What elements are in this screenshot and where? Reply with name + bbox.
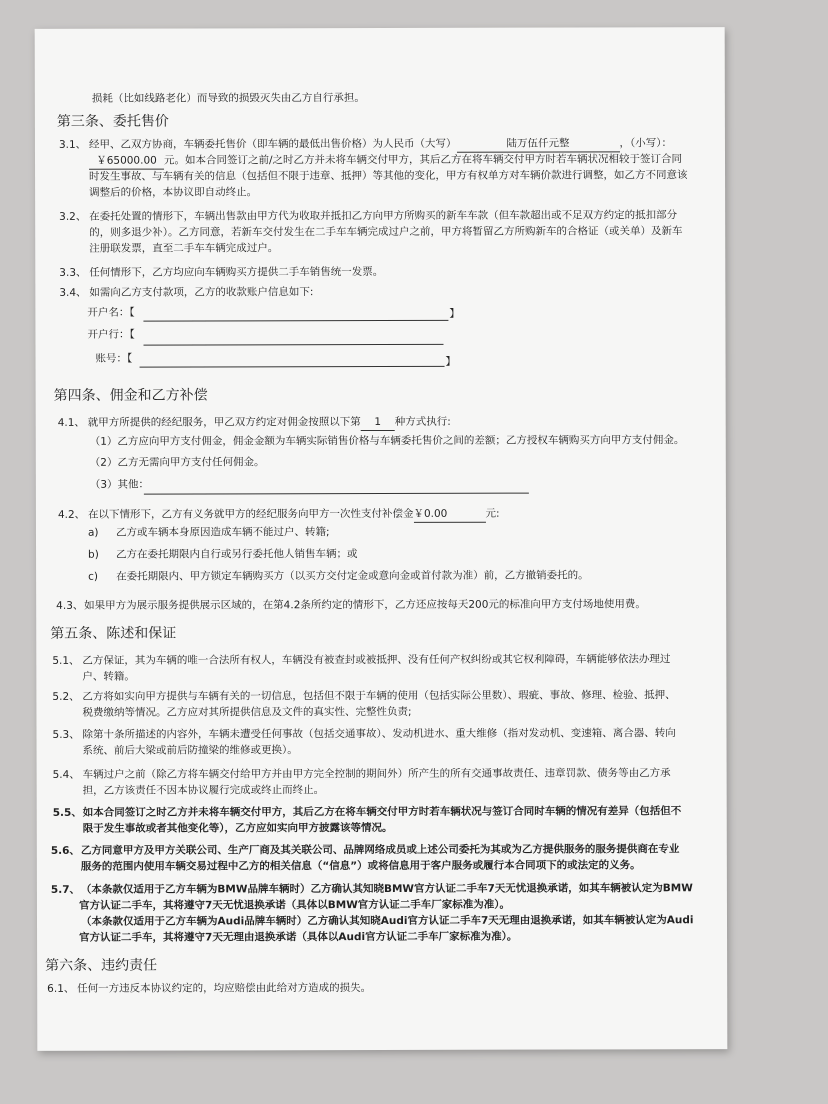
clause-number: 4.1、	[57, 416, 85, 429]
option-text: （3）其他：	[89, 478, 150, 491]
clause-text: 车辆过户之前（除乙方将车辆交付给甲方并由甲方完全控制的期间外）所产生的所有交通事故责任、违章罚款、债务等由乙方承	[82, 767, 671, 781]
clause-text-part: 在以下情形下，乙方有义务就甲方的经纪服务向甲方一次性支付补偿金	[87, 507, 414, 521]
clause-text-part: 种方式执行:	[394, 415, 451, 428]
clause-text: 注册联发票，直至二手车车辆完成过户。	[89, 242, 279, 255]
commission-option-field: 1	[361, 414, 395, 431]
clause-number: 3.3、	[59, 266, 87, 279]
account-number-blank	[140, 366, 445, 368]
clause-number: 6.1、	[47, 982, 75, 995]
clause-text: 任何情形下，乙方均应向车辆购买方提供二手车销售统一发票。	[89, 265, 384, 279]
clause-text: 乙方保证，其为车辆的唯一合法所有权人，车辆没有被查封或被抵押、没有任何产权纠纷或其它权利障碍，车辆能够依法办理过	[82, 653, 671, 667]
clause-number: 4.2、	[57, 508, 86, 521]
account-bank-label: 开户行：【	[87, 328, 135, 341]
clause-number: 5.7、	[50, 883, 81, 896]
account-number-label: 账号：【	[95, 352, 133, 365]
clause-text-part: 就甲方所提供的经纪服务，甲乙双方约定对佣金按照以下第	[87, 416, 361, 429]
section-heading-6: 第六条、违约责任	[45, 957, 158, 974]
item-label: b)	[88, 548, 99, 561]
clause-number: 5.6、	[50, 844, 80, 857]
clause-text: 时发生事故、与车辆有关的信息（包括但不限于违章、抵押）等其他的变化，甲方有权单方对车辆价款进行调整，如乙方不同意该	[89, 169, 688, 183]
clause-number: 5.1、	[52, 654, 80, 667]
bracket: 】	[449, 307, 460, 320]
clause-text: 任何一方违反本协议约定的，均应赔偿由此给对方造成的损失。	[77, 982, 372, 995]
clause-text: 如需向乙方支付款项，乙方的收款账户信息如下:	[89, 286, 314, 299]
contract-page	[35, 27, 728, 1051]
section-heading-4: 第四条、佣金和乙方补偿	[53, 387, 208, 404]
item-label: a)	[87, 526, 99, 539]
clause-text-part: ，（小写）：	[619, 137, 672, 150]
clause-text-part: 元。如本合同签订之前/之时乙方并未将车辆交付甲方，其后乙方在将车辆交付甲方时若车辆状况相较于签订合同	[163, 153, 683, 167]
account-name-blank	[143, 320, 448, 322]
account-bank-blank	[143, 344, 443, 346]
clause-text: （本条款仅适用于乙方车辆为BMW品牌车辆时）乙方确认其知晓BMW官方认证二手车7天无忧退换承诺，如其车辆被认定为BMW	[80, 882, 693, 896]
clause-number: 3.1、	[58, 138, 87, 151]
price-amount-field: ￥65000.00	[89, 153, 164, 170]
clause-text: 担，乙方该责任不因本协议履行完成或终止而终止。	[82, 784, 325, 797]
clause-text: 的，则多退少补）。乙方同意，若新车交付发生在二手车车辆完成过户之前，甲方将暂留乙方所购新车的合格证（或关单）及新车	[89, 225, 683, 239]
clause-text: 限于发生事故或者其他变化等），乙方应如实向甲方披露该等情况。	[82, 821, 393, 835]
option-text: （1）乙方应向甲方支付佣金，佣金金额为车辆实际销售价格与车辆委托售价之间的差额；乙方授权车辆购买方向甲方支付佣金。	[89, 434, 685, 448]
clause-number: 5.2、	[52, 690, 80, 703]
clause-text-part: 经甲、乙双方协商，车辆委托售价（即车辆的最低出售价格）为人民币（大写）	[88, 137, 457, 151]
clause-text: 乙方同意甲方及甲方关联公司、生产厂商及其关联公司、品牌网络成员或上述公司委托为其或为乙方提供服务的服务提供商在专业	[80, 843, 680, 857]
clause-text: 除第十条所描述的内容外，车辆未遭受任何事故（包括交通事故）、发动机进水、重大维修（指对发动机、变速箱、离合器、转向	[82, 727, 676, 741]
other-blank	[144, 493, 529, 495]
bracket: 】	[445, 355, 457, 368]
clause-text: 税费缴纳等情况。乙方应对其所提供信息及文件的真实性、完整性负责;	[82, 705, 412, 719]
clause-text: （本条款仅适用于乙方车辆为Audi品牌车辆时）乙方确认其知晓Audi官方认证二手车7天无理由退换承诺，如其车辆被认定为Audi	[80, 914, 694, 928]
clause-number: 4.3、	[56, 599, 84, 612]
clause-number: 5.4、	[52, 768, 80, 781]
price-uppercase-field: 陆万伍仟元整	[456, 135, 619, 152]
clause-text: 如本合同签订之时乙方并未将车辆交付甲方，其后乙方在将车辆交付甲方时若车辆状况与签订合同时车辆的情况有差异（包括但不	[82, 805, 682, 819]
item-text: 乙方在委托期限内自行或另行委托他人销售车辆；或	[116, 548, 358, 561]
account-name-label: 开户名：【	[87, 306, 135, 319]
clause-text: 在委托处置的情形下，车辆出售款由甲方代为收取并抵扣乙方向甲方所购买的新车车款（但车款超出或不足双方约定的抵扣部分	[89, 209, 678, 223]
item-text: 乙方或车辆本身原因造成车辆不能过户、转籍;	[115, 526, 330, 539]
clause-text-part: 元:	[485, 507, 500, 520]
clause-text: 户、转籍。	[82, 670, 135, 683]
clause-text: 官方认证二手车，其将遵守7天无忧退换承诺（具体以BMW官方认证二手车厂家标准为准）。	[78, 898, 511, 912]
clause-text: 系统、前后大梁或前后防撞梁的维修或更换）。	[82, 744, 298, 757]
clause-text: 服务的范围内使用车辆交易过程中乙方的相关信息（“信息”）或将信息用于客户服务或履行本合同项下的或法定的义务。	[80, 859, 641, 873]
clause-number: 5.3、	[52, 728, 80, 741]
paragraph: 损耗（比如线路老化）而导致的损毁灭失由乙方自行承担。	[91, 92, 365, 105]
section-heading-5: 第五条、陈述和保证	[50, 625, 177, 642]
option-text: （2）乙方无需向甲方支付任何佣金。	[89, 456, 265, 469]
clause-number: 3.2、	[59, 210, 87, 223]
item-label: c)	[88, 570, 98, 583]
compensation-amount-field: ￥0.00	[413, 506, 485, 523]
item-text: 在委托期限内、甲方锁定车辆购买方（以买方交付定金或意向金或首付款为准）前，乙方撤销委托的。	[116, 569, 589, 583]
clause-text: 官方认证二手车，其将遵守7天无理由退换承诺（具体以Audi官方认证二手车厂家标准为准）。	[79, 930, 518, 944]
clause-number: 3.4、	[59, 286, 87, 299]
clause-text	[88, 414, 451, 432]
clause-text: 乙方将如实向甲方提供与车辆有关的一切信息，包括但不限于车辆的使用（包括实际公里数）、瑕疵、事故、修理、检验、抵押、	[82, 689, 676, 703]
clause-text: 如果甲方为展示服务提供展示区域的，在第4.2条所约定的情形下，乙方还应按每天200元的标准向甲方支付场地使用费。	[84, 598, 646, 612]
section-heading-3: 第三条、委托售价	[56, 113, 169, 130]
clause-text	[88, 506, 500, 524]
clause-text: 调整后的价格，本协议即自动终止。	[89, 186, 258, 199]
clause-number: 5.5、	[52, 806, 82, 819]
